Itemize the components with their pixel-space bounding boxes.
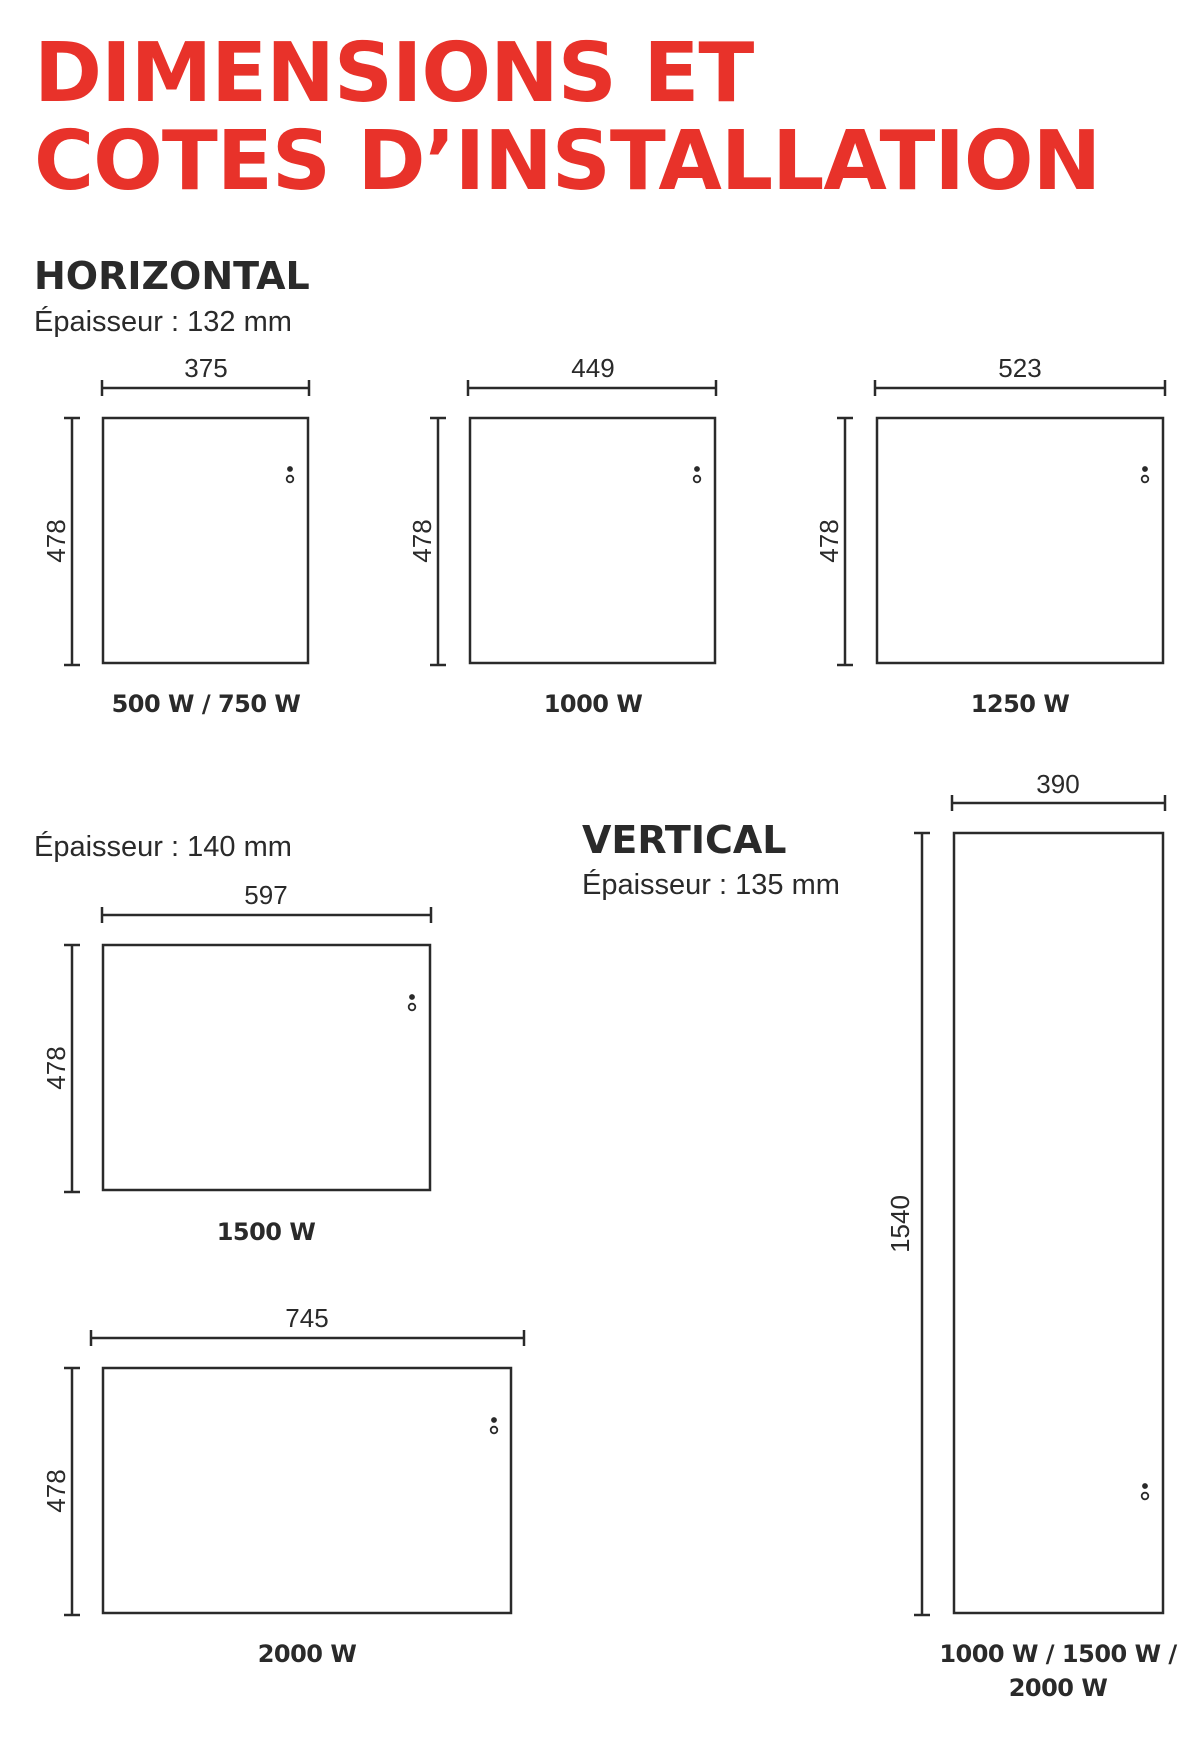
width-label-2000w: 745 [285,1303,329,1333]
width-label-unit-1: 375 [184,353,228,383]
unit-1000w [430,380,716,665]
title-line-2: COTES D’INSTALLATION [34,114,1101,209]
unit-500-750w [64,380,309,665]
width-label-1500w: 597 [244,880,288,910]
power-label-vertical-line-1: 1000 W / 1500 W / [939,1640,1177,1668]
height-label-vertical: 1540 [884,1195,915,1253]
unit-1250w [837,380,1165,665]
height-label-unit-1: 478 [40,519,71,563]
power-label-unit-2: 1000 W [543,690,643,718]
large-thickness: Épaisseur : 140 mm [34,831,292,863]
power-label-unit-3: 1250 W [970,690,1070,718]
radiator-outline [954,833,1163,1613]
height-label-unit-2: 478 [406,519,437,563]
vertical-thickness: Épaisseur : 135 mm [582,869,840,901]
horizontal-thickness: Épaisseur : 132 mm [34,306,292,338]
height-label-1500w: 478 [40,1046,71,1090]
title-line-1: DIMENSIONS ET [34,26,754,121]
height-label-2000w: 478 [40,1469,71,1513]
control-dots-icon [1142,467,1149,482]
radiator-outline [103,418,308,663]
power-label-vertical-line-2: 2000 W [1008,1674,1108,1702]
vertical-heading: VERTICAL [582,818,787,862]
width-label-unit-3: 523 [998,353,1042,383]
radiator-outline [877,418,1163,663]
radiator-outline [470,418,715,663]
control-dots-icon [491,1418,498,1433]
height-label-unit-3: 478 [813,519,844,563]
power-label-1500w: 1500 W [216,1218,316,1246]
control-dots-icon [694,467,701,482]
radiator-outline [103,1368,511,1613]
horizontal-heading: HORIZONTAL [34,254,310,298]
unit-1500w [64,907,431,1192]
width-label-vertical: 390 [1036,769,1080,799]
unit-vertical [914,795,1165,1615]
power-label-unit-1: 500 W / 750 W [111,690,301,718]
radiator-outline [103,945,430,1190]
power-label-2000w: 2000 W [257,1640,357,1668]
width-label-unit-2: 449 [571,353,615,383]
unit-2000w [64,1330,524,1615]
control-dots-icon [409,995,416,1010]
control-dots-icon [1142,1484,1149,1499]
control-dots-icon [287,467,294,482]
